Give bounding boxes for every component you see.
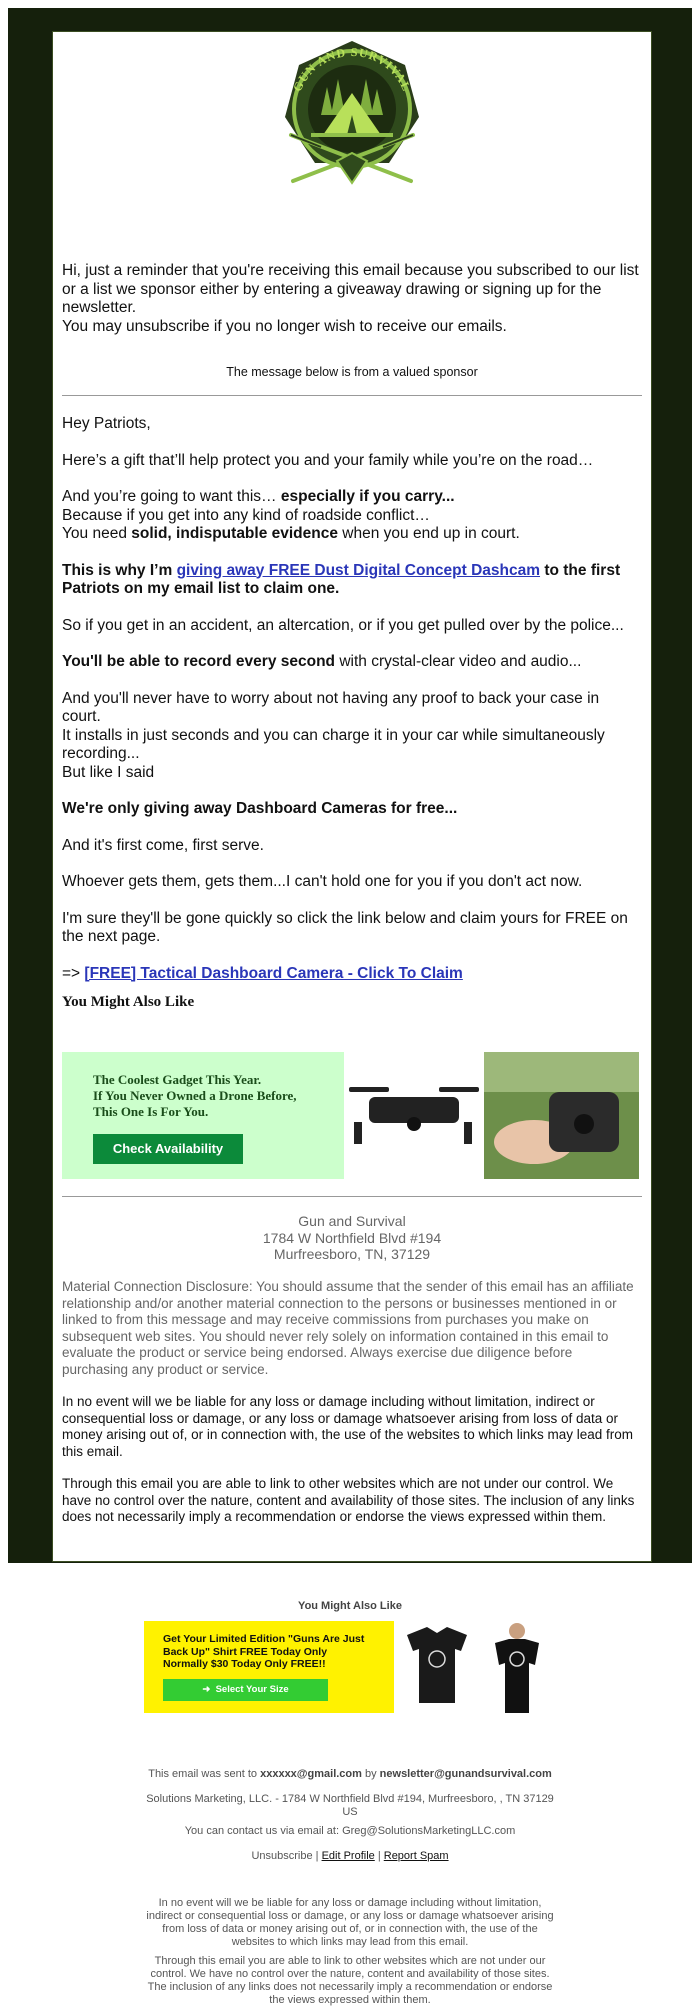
cta-line: => [FREE] Tactical Dashboard Camera - Click To Claim <box>62 964 463 982</box>
paragraph: You need solid, indisputable evidence when you end up in court. <box>62 525 520 542</box>
divider <box>62 395 642 396</box>
report-spam-link[interactable]: Report Spam <box>383 1850 449 1862</box>
you-might-also-like-heading: You Might Also Like <box>62 994 195 1010</box>
contact-line: You can contact us via email at: Greg@SolutionsMarketingLLC.com <box>184 1825 516 1837</box>
sponsor-note: The message below is from a valued sponsor <box>226 365 478 379</box>
paragraph: And it's first come, first serve. <box>62 836 264 854</box>
city-address: Murfreesboro, TN, 37129 <box>273 1246 431 1262</box>
paragraph: But like I said <box>62 763 155 781</box>
recipient-email: xxxxxx@gmail.com <box>260 1768 362 1780</box>
paragraph: You'll be able to record every second with crystal-clear video and audio... <box>62 653 582 670</box>
liability-disclaimer: In no event will we be liable for any loss or damage including without limitation, indirect or consequential loss or damage, or any loss or damage whatsoever arising from loss of data or money arising out of, or in connection with, the use of the websites to which links may lead from this email. <box>62 1394 634 1459</box>
paragraph: So if you get in an accident, an altercation, or if you get pulled over by the police... <box>62 616 624 634</box>
claim-dashcam-link[interactable]: [FREE] Tactical Dashboard Camera - Click To Claim <box>84 964 463 982</box>
unsubscribe-notice: You may unsubscribe if you no longer wish to receive our emails. <box>62 317 507 335</box>
drone-image <box>344 1052 639 1179</box>
footer-divider <box>62 1196 642 1197</box>
intro-section <box>62 262 642 336</box>
shirt-ad-text: Get Your Limited Edition "Guns Are Just Back Up" Shirt FREE Today Only Normally $30 Today Only FREE!! <box>163 1633 365 1670</box>
gun-and-survival-logo <box>271 35 433 195</box>
address-block <box>62 1213 642 1263</box>
email-card <box>52 31 652 1562</box>
sent-to-line: This email was sent to xxxxxx@gmail.com by newsletter@gunandsurvival.com <box>148 1768 552 1780</box>
paragraph: This is why I’m giving away FREE Dust Digital Concept Dashcam to the first Patriots on my email list to claim one. <box>62 561 621 597</box>
footer-links: Unsubscribe | Edit Profile | Report Spam <box>251 1850 449 1862</box>
links-disclaimer: Through this email you are able to link to other websites which are not under our control. We have no control over the nature, content and availability of those sites. The inclusion of any links does not necessarily imply a recommendation or endorse the views expressed within them. <box>62 1476 635 1524</box>
legal-disclaimer-1: In no event will we be liable for any loss or damage including without limitation, indirect or consequential loss or damage, or any loss or damage whatsoever arising from loss of data or money arising out of, or in connection with, the use of the websites to which links may lead from this email. <box>146 1897 554 1948</box>
logo-text: GUN AND SURVIVAL <box>290 44 414 94</box>
greeting: Hey Patriots, <box>62 415 151 432</box>
check-availability-button[interactable]: Check Availability <box>93 1134 243 1164</box>
company-name: Gun and Survival <box>298 1213 406 1229</box>
logo-emblem-icon <box>271 35 433 195</box>
legal-disclaimer-2: Through this email you are able to link to other websites which are not under our control. We have no control over the nature, content and availability of those sites. The inclusion of any links does not necessarily imply a recommendation or endorse the views expressed within them. <box>147 1955 553 2006</box>
company-line: Solutions Marketing, LLC. - 1784 W Northfield Blvd #194, Murfreesboro, , TN 37129 US <box>146 1793 554 1818</box>
drone-ad-text: The Coolest Gadget This Year. If You Never Owned a Drone Before, This One Is For You. <box>93 1072 297 1119</box>
paragraph: Because if you get into any kind of roadside conflict… <box>62 506 430 524</box>
paragraph: And you’re going to want this… especially if you carry... <box>62 488 455 505</box>
paragraph: Whoever gets them, gets them...I can't hold one for you if you don't act now. <box>62 873 583 890</box>
unsubscribe-link[interactable]: Unsubscribe <box>251 1850 313 1862</box>
material-disclosure: Material Connection Disclosure: You should assume that the sender of this email has an affiliate relationship and/or another material connection to the persons or businesses mentioned in or linked to from this message and may receive commissions from purchases you make on subsequent web sites. You should never rely solely on information contained in this email to evaluate the product or service being endorsed. Always exercise due diligence before purchasing any product or service. <box>62 1279 634 1377</box>
street-address: 1784 W Northfield Blvd #194 <box>262 1229 442 1246</box>
outer-you-might-also-like: You Might Also Like <box>298 1600 402 1612</box>
paragraph: Here’s a gift that’ll help protect you and your family while you’re on the road… <box>62 451 594 469</box>
message-body <box>62 415 642 1012</box>
shirt-images <box>399 1621 552 1713</box>
paragraph: I'm sure they'll be gone quickly so click the link below and claim yours for FREE on the next page. <box>62 909 628 945</box>
disclosure-section <box>62 1279 642 1526</box>
paragraph: And you'll never have to worry about not having any proof to back your case in court. <box>62 689 600 725</box>
email-frame <box>8 8 692 1563</box>
arrow-right-icon: ➜ <box>202 1684 216 1695</box>
drone-ad-banner[interactable] <box>62 1052 639 1179</box>
intro-text: Hi, just a reminder that you're receiving this email because you subscribed to our list or a list we sponsor either by entering a giveaway drawing or signing up for the newsletter. <box>62 262 639 316</box>
shirt-ad-banner[interactable] <box>144 1621 552 1713</box>
paragraph: It installs in just seconds and you can charge it in your car while simultaneously recording... <box>62 726 605 762</box>
edit-profile-link[interactable]: Edit Profile <box>321 1850 375 1862</box>
sender-email: newsletter@gunandsurvival.com <box>379 1768 552 1780</box>
dashcam-offer-link[interactable]: giving away FREE Dust Digital Concept Dashcam <box>176 561 541 579</box>
shirt-ad-panel <box>144 1621 394 1713</box>
select-size-button[interactable]: ➜ Select Your Size <box>163 1679 328 1701</box>
paragraph: We're only giving away Dashboard Cameras for free... <box>62 800 458 817</box>
